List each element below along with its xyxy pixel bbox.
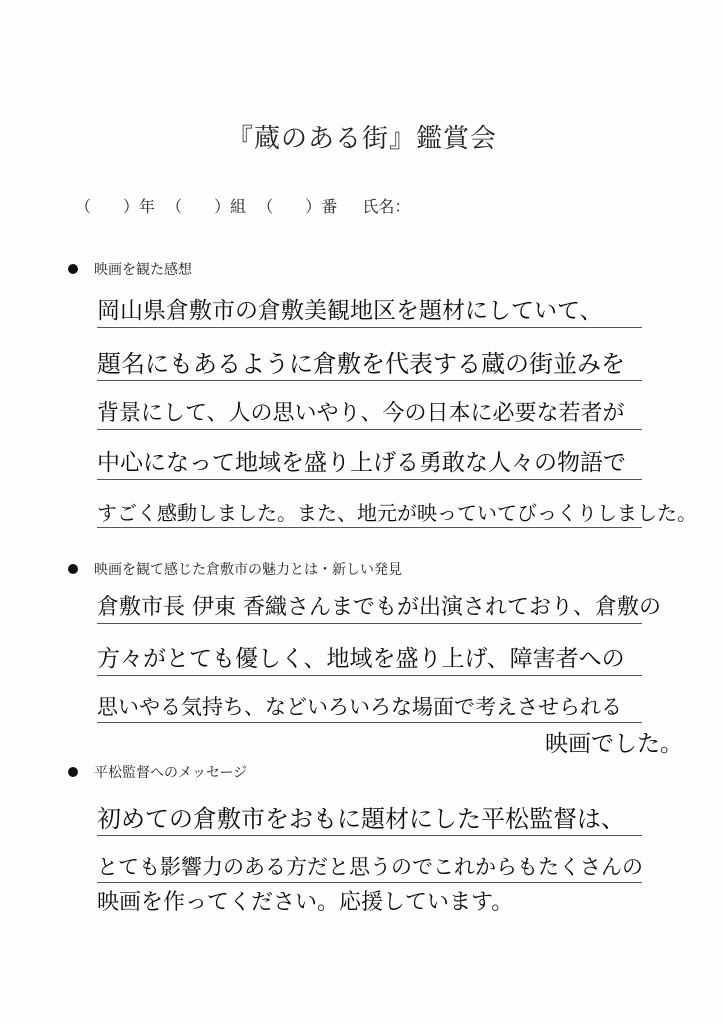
handwritten-line: すごく感動しました。また、地元が映っていてびっくりしました。 xyxy=(97,503,642,528)
handwritten-line: 映画でした。 xyxy=(545,731,683,757)
student-info-line xyxy=(75,194,416,217)
section-heading-charm xyxy=(68,559,402,579)
bullet-icon xyxy=(68,564,78,574)
handwritten-line: 初めての倉敷市をおもに題材にした平松監督は、 xyxy=(97,807,642,836)
section-heading-impressions xyxy=(68,259,192,279)
bullet-icon xyxy=(68,264,78,274)
class-field: （ ）組 xyxy=(166,197,247,216)
section-heading-text: 平松監督へのメッセージ xyxy=(94,765,248,781)
worksheet-title: 『蔵のある街』鑑賞会 xyxy=(226,124,497,154)
handwritten-line: 中心になって地域を盛り上げる勇敢な人々の物語で xyxy=(97,452,642,480)
handwritten-line: 背景にして、人の思いやり、今の日本に必要な若者が xyxy=(97,403,642,430)
bullet-icon xyxy=(68,767,78,777)
name-label: 氏名： xyxy=(362,197,411,216)
handwritten-line: 思いやる気持ち、などいろいろな場面で考えさせられる xyxy=(97,697,642,723)
handwritten-line: 倉敷市長 伊東 香織さんまでもが出演されており、倉敷の xyxy=(97,597,642,624)
handwritten-line: とても影響力のある方だと思うのでこれからもたくさんの xyxy=(97,857,642,883)
section-heading-text: 映画を観て感じた倉敷市の魅力とは・新しい発見 xyxy=(94,562,402,578)
handwritten-line: 映画を作ってください。応援しています。 xyxy=(97,890,514,915)
section-heading-text: 映画を観た感想 xyxy=(94,262,192,278)
number-field: （ ）番 xyxy=(257,197,338,216)
grade-field: （ ）年 xyxy=(75,197,156,216)
handwritten-line: 方々がとても優しく、地域を盛り上げ、障害者への xyxy=(97,648,642,676)
handwritten-line: 岡山県倉敷市の倉敷美観地区を題材にしていて、 xyxy=(97,300,642,328)
handwritten-line: 題名にもあるように倉敷を代表する蔵の街並みを xyxy=(97,352,642,381)
section-heading-message xyxy=(68,762,247,782)
